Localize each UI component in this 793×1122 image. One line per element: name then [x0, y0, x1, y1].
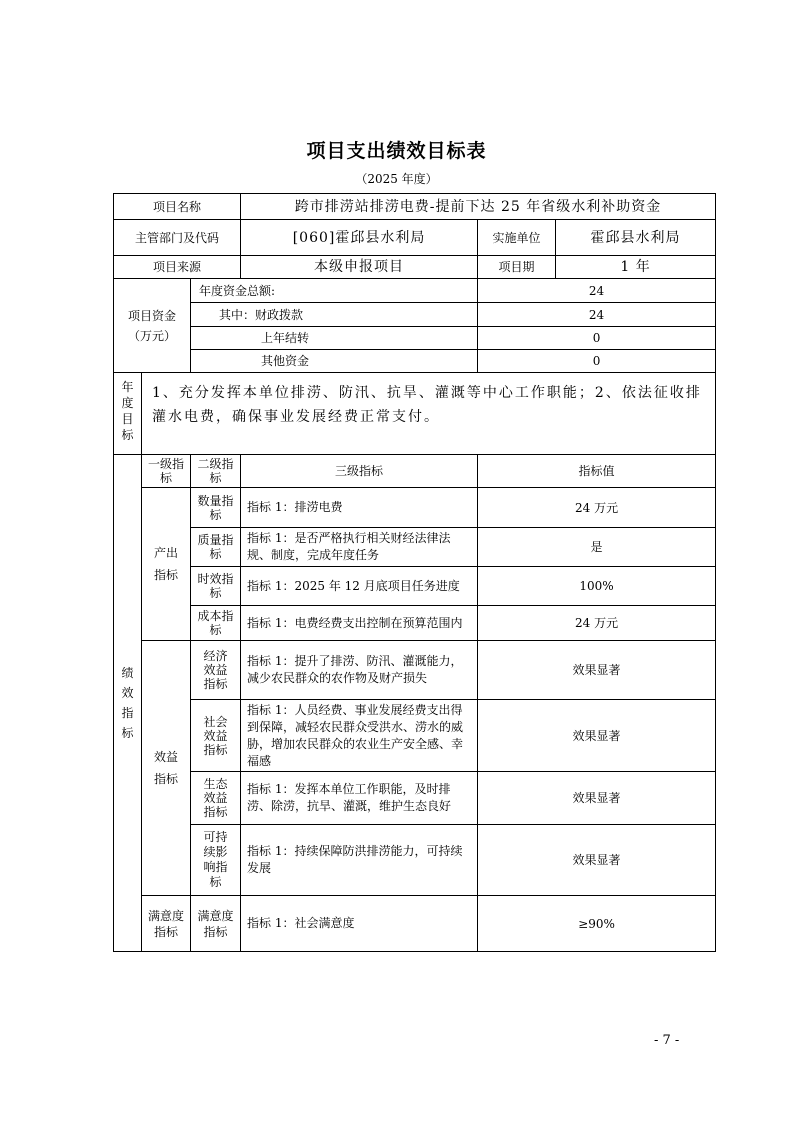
header-value: 指标值	[478, 455, 716, 488]
row-level2: 成本指标	[191, 606, 241, 641]
row-level2: 可持续影响指标	[191, 825, 241, 896]
page-number: - 7 -	[654, 1033, 680, 1048]
row-value: 效果显著	[478, 641, 716, 700]
row-value: 效果显著	[478, 772, 716, 825]
header-level1: 一级指标	[142, 455, 191, 488]
row-level3: 指标 1：持续保障防洪排涝能力，可持续发展	[241, 825, 478, 896]
funds-other-label: 其他资金	[191, 350, 478, 373]
funds-fiscal-label: 其中：财政拨款	[191, 303, 478, 327]
row-value: 效果显著	[478, 700, 716, 772]
annual-goal-text: 1、充分发挥本单位排涝、防汛、抗旱、灌溉等中心工作职能；2、依法征收排灌水电费，确保事业发展经费正常支付。	[142, 373, 716, 455]
row-level2: 质量指标	[191, 528, 241, 567]
row-level3: 指标 1：是否严格执行相关财经法律法规、制度，完成年度任务	[241, 528, 478, 567]
funds-carryover-value: 0	[478, 327, 716, 350]
row-level2: 时效指标	[191, 567, 241, 606]
row-level3: 指标 1：电费经费支出控制在预算范围内	[241, 606, 478, 641]
project-name-value: 跨市排涝站排涝电费-提前下达 25 年省级水利补助资金	[241, 194, 716, 220]
dept-value: [060]霍邱县水利局	[241, 220, 478, 256]
annual-goal-label: 年度目标	[114, 373, 142, 455]
row-value: 是	[478, 528, 716, 567]
period-value: 1 年	[556, 256, 716, 279]
row-level2: 社会效益指标	[191, 700, 241, 772]
funds-other-value: 0	[478, 350, 716, 373]
row-value: 100%	[478, 567, 716, 606]
satisfaction-indicator-label: 满意度指标	[142, 896, 191, 952]
row-level2: 数量指标	[191, 488, 241, 528]
dept-label: 主管部门及代码	[114, 220, 241, 256]
row-level3: 指标 1：社会满意度	[241, 896, 478, 952]
impl-unit-value: 霍邱县水利局	[556, 220, 716, 256]
funds-total-value: 24	[478, 279, 716, 303]
row-value: ≥90%	[478, 896, 716, 952]
row-value: 效果显著	[478, 825, 716, 896]
output-indicator-label: 产出指标	[142, 488, 191, 641]
row-value: 24 万元	[478, 488, 716, 528]
source-label: 项目来源	[114, 256, 241, 279]
funds-label: 项目资金（万元）	[114, 279, 191, 373]
impl-unit-label: 实施单位	[478, 220, 556, 256]
funds-carryover-label: 上年结转	[191, 327, 478, 350]
row-level2: 经济效益指标	[191, 641, 241, 700]
performance-table	[113, 193, 716, 952]
row-value: 24 万元	[478, 606, 716, 641]
row-level2: 满意度指标	[191, 896, 241, 952]
project-name-label: 项目名称	[114, 194, 241, 220]
header-level3: 三级指标	[241, 455, 478, 488]
source-value: 本级申报项目	[241, 256, 478, 279]
row-level3: 指标 1：发挥本单位工作职能，及时排涝、除涝，抗旱、灌溉，维护生态良好	[241, 772, 478, 825]
period-label: 项目期	[478, 256, 556, 279]
row-level3: 指标 1：排涝电费	[241, 488, 478, 528]
document-title: 项目支出绩效目标表	[306, 140, 487, 162]
header-level2: 二级指标	[191, 455, 241, 488]
row-level3: 指标 1：2025 年 12 月底项目任务进度	[241, 567, 478, 606]
row-level3: 指标 1：提升了排涝、防汛、灌溉能力，减少农民群众的农作物及财产损失	[241, 641, 478, 700]
funds-fiscal-value: 24	[478, 303, 716, 327]
benefit-indicator-label: 效益指标	[142, 641, 191, 896]
funds-total-label: 年度资金总额:	[191, 279, 478, 303]
document-subtitle: （2025 年度）	[355, 172, 438, 186]
performance-label: 绩效指标	[114, 455, 142, 952]
row-level3: 指标 1：人员经费、事业发展经费支出得到保障，减轻农民群众受洪水、涝水的威胁，增加农民群众的农业生产安全感、幸福感	[241, 700, 478, 772]
row-level2: 生态效益指标	[191, 772, 241, 825]
